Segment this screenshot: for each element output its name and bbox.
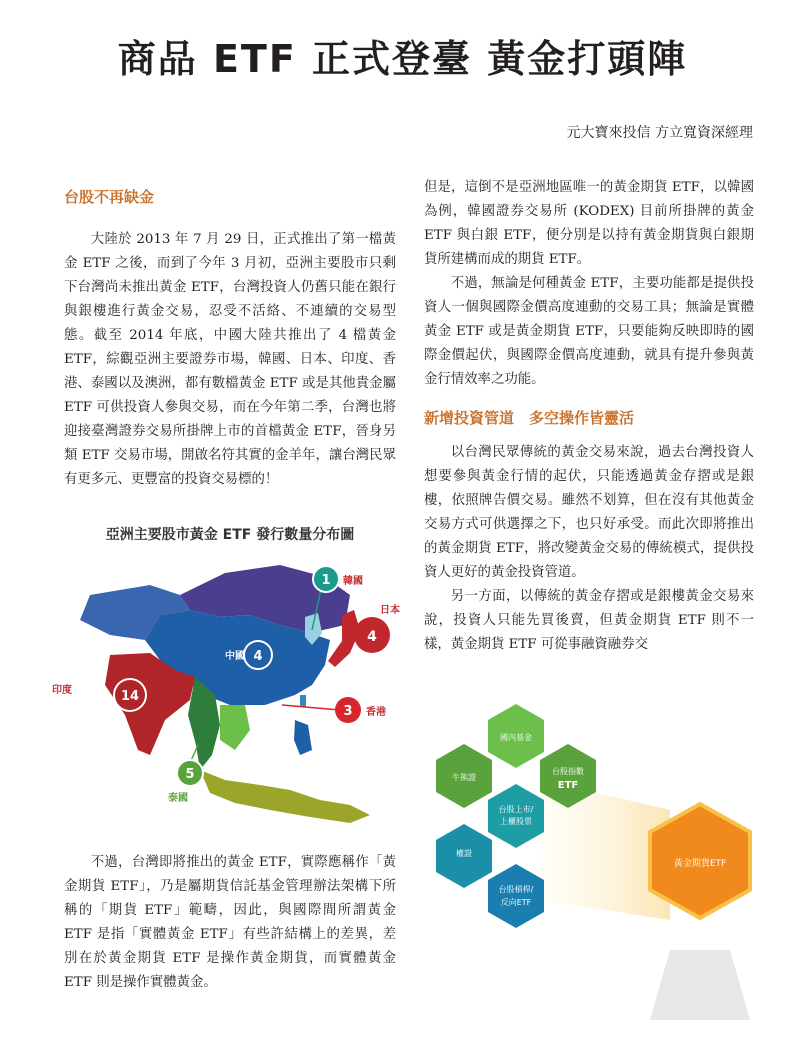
svg-text:黃金期貨ETF: 黃金期貨ETF (673, 859, 727, 869)
hex-leveraged-etf (488, 864, 544, 928)
hex-bull-bear (436, 744, 492, 808)
section-heading-right: 新增投資管道 多空操作皆靈活 (424, 409, 635, 427)
hexagon-diagram (420, 700, 790, 1020)
svg-text:牛熊證: 牛熊證 (452, 773, 476, 782)
svg-text:ETF: ETF (557, 780, 579, 791)
svg-text:國內基金: 國內基金 (500, 733, 532, 742)
marker-thailand-label: 泰國 (168, 793, 188, 804)
left-column-body-2 (64, 851, 396, 995)
hex-stocks (488, 784, 544, 848)
svg-text:台股指數: 台股指數 (552, 767, 584, 776)
author-byline: 元大寶來投信 方立寬資深經理 (566, 125, 753, 141)
map-region-indochina (220, 705, 250, 750)
marker-china-label: 中國 (225, 651, 245, 662)
article-title: 商品 ETF 正式登臺 黃金打頭陣 (117, 37, 688, 81)
paragraph: 不過，無論是何種黃金 ETF，主要功能都是提供投資人一個與國際金價高度連動的交易工具；無論是實體黃金 ETF 或是黃金期貨 ETF，只要能夠反映即時的國際金價起伏，與國際金價高度連動，就具有提升參與黃金行情效率之功能。 (424, 276, 754, 387)
right-column-body-2 (424, 441, 754, 657)
marker-korea-count: 1 (321, 573, 331, 588)
marker-thailand-count: 5 (185, 767, 195, 782)
section-heading-left: 台股不再缺金 (64, 188, 155, 206)
left-column-body (64, 228, 396, 492)
svg-text:權證: 權證 (456, 849, 472, 858)
hex-domestic-fund (488, 704, 544, 768)
svg-text:反向ETF: 反向ETF (500, 898, 532, 907)
marker-china-count: 4 (253, 649, 263, 664)
marker-hongkong-label: 香港 (366, 707, 386, 718)
marker-japan-label: 日本 (380, 605, 400, 616)
right-column-body (424, 176, 754, 392)
asia-map (50, 555, 420, 845)
marker-hongkong-count: 3 (343, 704, 353, 719)
svg-text:台股槓桿/: 台股槓桿/ (498, 885, 534, 894)
hex-warrant (436, 824, 492, 888)
paragraph: 不過，台灣即將推出的黃金 ETF，實際應稱作「黃金期貨 ETF」，乃是屬期貨信託基金管理辦法架構下所稱的「期貨 ETF」範疇，因此，與國際間所謂黃金 ETF 是指「實體黃金 ETF」有些許結構上的差異，差別在於黃金期貨 ETF 是操作黃金期貨，而實體黃金 ETF 則是操作實體黃金。 (64, 855, 396, 990)
marker-india-label: 印度 (52, 685, 72, 696)
marker-korea-label: 韓國 (343, 576, 363, 587)
marker-india-count: 14 (120, 689, 140, 704)
svg-text:上櫃股票: 上櫃股票 (500, 817, 532, 826)
paragraph: 但是，這倒不是亞洲地區唯一的黃金期貨 ETF，以韓國為例，韓國證券交易所 (KODEX) 目前所掛牌的黃金 ETF 與白銀 ETF，便分別是以持有黃金期貨與白銀期貨所建構而成的期貨 ETF。 (424, 180, 754, 267)
map-title: 亞洲主要股市黃金 ETF 發行數量分布圖 (105, 527, 355, 543)
map-region-philippines (294, 720, 312, 755)
map-region-taiwan (300, 695, 306, 707)
paragraph: 以台灣民眾傳統的黃金交易來說，過去台灣投資人想要參與黃金行情的起伏，只能透過黃金存摺或是銀樓，依照牌告價交易。雖然不划算，但在沒有其他黃金交易方式可供選擇之下，也只好承受。而此次即將推出的黃金期貨 ETF，將改變黃金交易的傳統模式，提供投資人更好的黃金投資管道。 (424, 445, 754, 580)
paragraph: 另一方面，以傳統的黃金存摺或是銀樓黃金交易來說，投資人只能先買後賣，但黃金期貨 ETF 則不一樣，黃金期貨 ETF 可從事融資融券交 (424, 589, 754, 652)
map-region-indonesia (200, 770, 370, 823)
paragraph: 大陸於 2013 年 7 月 29 日，正式推出了第一檔黃金 ETF 之後，而到了今年 3 月初，亞洲主要股市只剩下台灣尚未推出黃金 ETF，台灣投資人仍舊只能在銀行與銀樓進行黃金交易，忍受不活絡、不連續的交易型態。截至 2014 年底，中國大陸共推出了 4 檔黃金 ETF，綜觀亞洲主要證券市場，韓國、日本、印度、香港、泰國以及澳洲，都有數檔黃金 ETF 或是其他貴金屬 ETF 可供投資人參與交易，而在今年第二季，台灣也將迎接臺灣證券交易所掛牌上市的首檔黃金 ETF，晉身另類 ETF 交易市場，開啟名符其實的金羊年，讓台灣民眾有更多元、更豐富的投資交易標的！ (64, 232, 396, 487)
svg-text:台股上市/: 台股上市/ (498, 805, 534, 814)
marker-japan-count: 4 (367, 629, 377, 645)
